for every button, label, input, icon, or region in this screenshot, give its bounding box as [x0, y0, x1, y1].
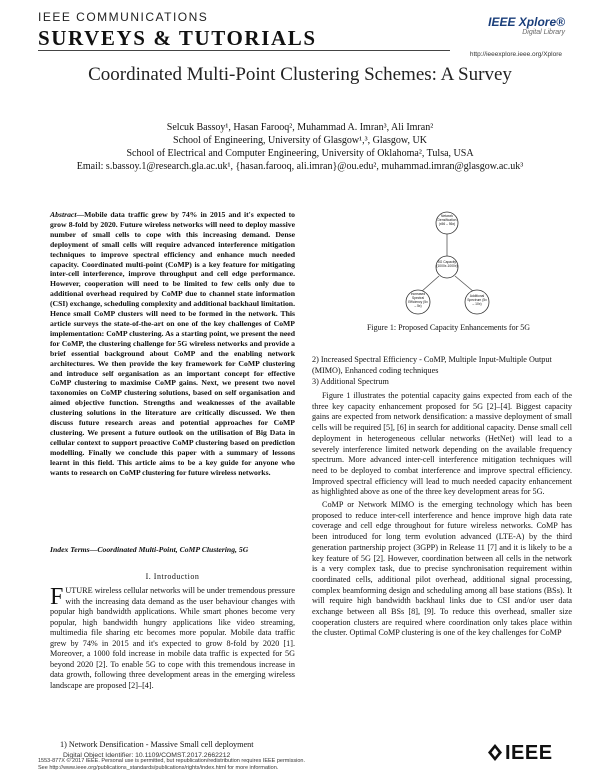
introduction-paragraph: [50, 586, 295, 691]
figure-capacity-diagram: [405, 210, 490, 330]
journal-name-top: IEEE COMMUNICATIONS: [38, 10, 209, 24]
drop-cap: F: [50, 584, 64, 610]
affiliation-2: School of Electrical and Computer Engineering, University of Oklahoma², Tulsa, USA: [126, 148, 474, 159]
xplore-subtitle: Digital Library: [522, 29, 565, 36]
figure-caption: Figure 1: Proposed Capacity Enhancements for 5G: [366, 323, 531, 332]
node-label-center: 5G Capacity (1000x-1000x): [436, 260, 458, 268]
ieee-logo: IEEE: [505, 742, 553, 764]
node-label-left: Increased Spectral Efficiency (5x – 5x): [408, 292, 428, 308]
section-heading-introduction: I. Introduction: [145, 572, 200, 581]
index-terms-label: Index Terms: [50, 545, 90, 554]
node-label-right: Additional Spectrum (5x – 10x): [467, 294, 487, 306]
copyright-notice: [38, 758, 468, 772]
list-item-3: 3) Additional Spectrum: [312, 377, 389, 386]
doi-line: Digital Object Identifier: 10.1109/COMST.2017.2662212: [63, 752, 231, 759]
xplore-logo-text: IEEE Xplore®: [488, 15, 565, 29]
paper-title: Coordinated Multi-Point Clustering Schemes: A Survey: [88, 64, 512, 85]
list-item-2: 2) Increased Spectral Efficiency - CoMP, Multiple Input-Multiple Output (MIMO), Enhanced coding techniques: [312, 355, 552, 375]
right-column-body: [312, 391, 572, 641]
copyright-line-1: 1553-877X © 2017 IEEE. Personal use is permitted, but republication/redistribution requires IEEE permission.: [38, 758, 305, 764]
ieee-diamond-icon: [488, 744, 502, 761]
abstract-label: Abstract: [50, 210, 77, 219]
copyright-line-2: See http://www.ieee.org/publications_standards/publications/rights/index.html for more information.: [38, 765, 279, 771]
list-item-1: 1) Network Densification - Massive Small cell deployment: [60, 740, 254, 749]
capacity-list: [312, 355, 572, 389]
edge-center-left: [421, 276, 439, 292]
author-emails: Email: s.bassoy.1@research.gla.ac.uk¹, {hasan.farooq, ali.imran}@ou.edu², muhammad.imran@glasgow.ac.uk³: [76, 161, 524, 172]
node-label-top: Network Densification (x56 – 56x): [437, 214, 457, 226]
affiliation-1: School of Engineering, University of Glasgow¹,³, Glasgow, UK: [173, 135, 427, 146]
journal-name-main: SURVEYS & TUTORIALS: [38, 26, 317, 50]
author-list: Selcuk Bassoy¹, Hasan Farooq², Muhammad A. Imran³, Ali Imran²: [166, 122, 434, 133]
index-terms: [50, 545, 295, 555]
index-terms-text: —Coordinated Multi-Point, CoMP Clustering, 5G: [89, 545, 249, 554]
edge-center-right: [455, 276, 474, 292]
paragraph-figure-discussion: Figure 1 illustrates the potential capacity gains expected from each of the three key capacity enhancement proposed for 5G [2]–[4]. Biggest capacity gains are expected from network densification: a massive deployment of small cells will be required [5], [6] in search for additional capacity. Dense small cell deployment in heterogeneous cellular networks (HetNet) will lead to a severely interference limited network depending on the available frequency spectrum. More advanced inter-cell interference mitigation techniques will need to be deployed to combat interference and improve spectral efficiency. Improved spectral efficiency will lead to much needed capacity enhancement as highlighted above as one of the three key development areas for 5G.: [312, 391, 572, 497]
abstract-text: —Mobile data traffic grew by 74% in 2015 and it's expected to grow 8-fold by 2020. Future wireless networks will need to deploy massive number of small cells to cope with this increasing demand. Dense deployment of small cells will require advanced interference mitigation techniques to improve spectral efficiency and enhance much needed capacity. Coordinated multi-point (CoMP) is a key feature for mitigating inter-cell interference, improve throughput and cell edge performance. However, cooperation will need to be limited to few cells only due to additional overhead required by CoMP due to channel state information (CSI) exchange, scheduling complexity and additional backhaul limitation. Hence small CoMP clusters will need to be formed in the network. This article surveys the state-of-the-art on one of the key challenges of CoMP implementation: CoMP clustering. As a starting point, we present the need for CoMP, the clustering challenge for 5G wireless networks and provide a brief essential background about CoMP and the enabling network architectures. We then provide the key framework for CoMP clustering and introduce self organisation as an important concept for effective CoMP clustering to maximise CoMP gains. Next, we present two novel taxonomies on CoMP clustering solutions, based on self organisation and aimed objective function. Strengths and weaknesses of the available clustering solutions in the literature are critically discussed. We then discuss future research areas and potential approaches for CoMP clustering. We present a future outlook on the utilisation of Big Data in cellular context to support proactive CoMP clustering based on prediction modelling. Finally we conclude this paper with a summary of lessons learnt in this field. This article aims to be a key guide for anyone who wants to research on CoMP clustering for future wireless networks.: [50, 210, 295, 477]
abstract: [50, 210, 295, 477]
header-rule: [38, 50, 450, 51]
paragraph-comp-intro: CoMP or Network MIMO is the emerging technology which has been proposed to reduce inter-cell interference and hence improve high data rate coverage and cell edge throughout for future wireless networks. CoMP has been introduced for long term evolution advanced (LTE-A) by the third generation partnership project (3GPP) in Release 11 [7] and it is likely to be a key feature of 5G [2]. However, coordination between all cells in the network is a very complex task, due to precise synchronisation requirement within coordinated cells, additional pilot overhead, additional signal processing, complex beamforming design and scheduling among all base stations (BSs). It will require high bandwidth backhaul links due to CSI and/or user data exchange between all BSs [8], [9]. To reduce this overhead, smaller size cooperation clusters are required where coordination only takes place within the cluster. Optimal CoMP clustering is one of the key challenges for CoMP: [312, 500, 572, 638]
introduction-text: UTURE wireless cellular networks will be under tremendous pressure with the increasing data demand as the user behaviour changes with popular high bandwidth applications. While smart phones become very popular, high bandwidth hungry applications like video streaming, multimedia file sharing etc becomes more popular. Mobile data traffic grew by 74% in 2015 and it's expected to grow 8-fold by 2020 [1]. Moreover, a 1000 fold increase in mobile data traffic is expected for 5G beyond 2020 [2]. To enable 5G to cope with this tremendous increase in data growth, following three development areas in the emerging wireless landscape are proposed [2]–[4].: [50, 586, 296, 690]
xplore-url[interactable]: http://ieeexplore.ieee.org/Xplore: [469, 51, 562, 58]
ieee-xplore-logo: [455, 15, 565, 36]
author-block: [30, 121, 570, 173]
